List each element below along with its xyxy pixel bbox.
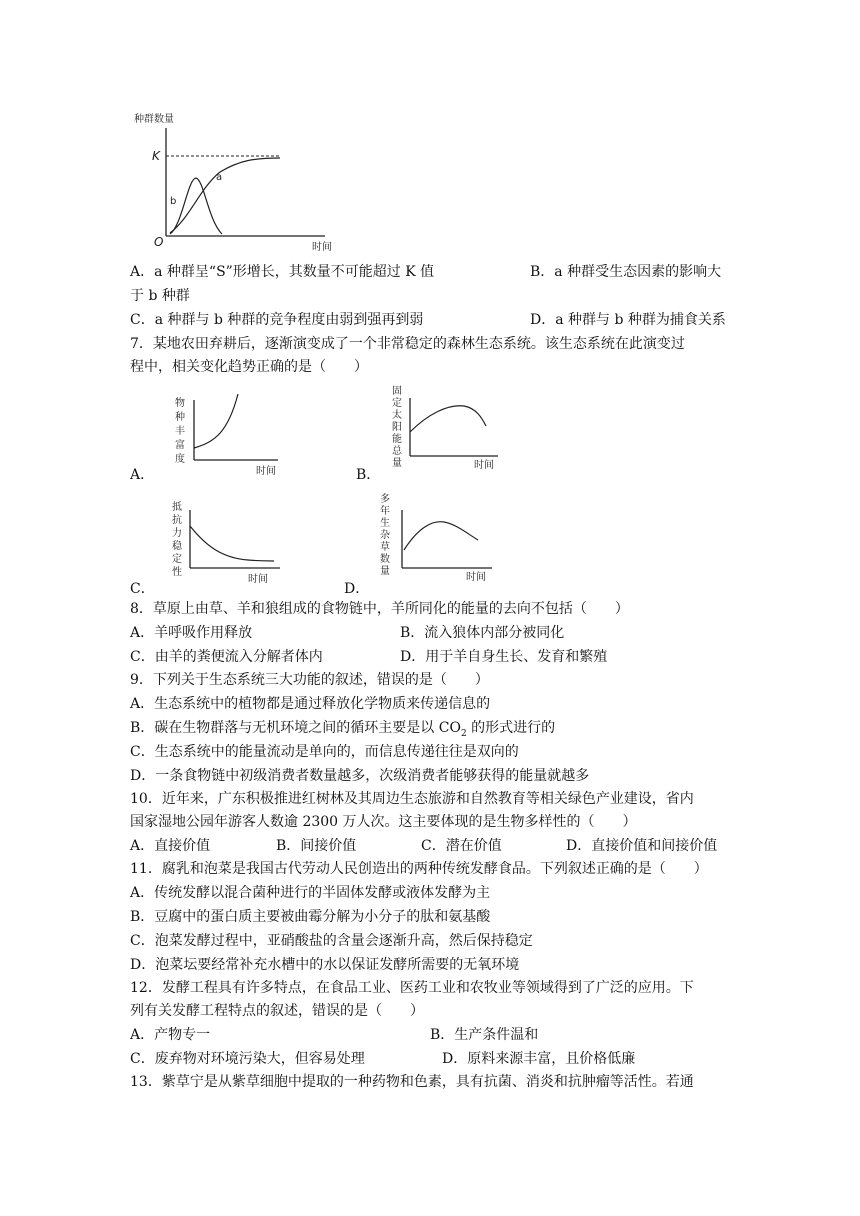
- fig6-curve-a-label: a: [216, 172, 223, 183]
- q7b-y-label-5: 能: [392, 434, 402, 445]
- q6-option-b-line1: B．a 种群受生态因素的影响大: [530, 264, 722, 280]
- q7d-y-label-2: 年: [380, 506, 390, 517]
- q6-option-a: A．a 种群呈“S”形增长，其数量不可能超过 K 值: [130, 264, 435, 280]
- population-growth-figure: [130, 108, 350, 258]
- q7a-y-label-1: 物: [175, 398, 185, 409]
- q7c-y-label-6: 性: [172, 567, 182, 578]
- q7b-curve: [410, 406, 486, 432]
- q9-option-a: A．生态系统中的植物都是通过释放化学物质来传递信息的: [130, 696, 491, 712]
- q11-option-d: D．泡菜坛要经常补充水槽中的水以保证发酵所需要的无氧环境: [130, 957, 520, 973]
- q7c-y-label-4: 稳: [172, 541, 182, 552]
- q6-option-b-line2: 于 b 种群: [130, 288, 190, 304]
- q8-option-a: A．羊呼吸作用释放: [130, 625, 253, 641]
- q7d-curve: [404, 522, 478, 550]
- q11-option-a: A．传统发酵以混合菌种进行的半固体发酵或液体发酵为主: [130, 885, 491, 901]
- q8-option-c: C．由羊的粪便流入分解者体内: [130, 649, 323, 665]
- q12-stem-line1: 12．发酵工程具有许多特点，在食品工业、医药工业和农牧业等领域得到了广泛的应用。下: [130, 980, 694, 996]
- q7d-x-label: 时间: [466, 572, 486, 583]
- q7b-y-label-7: 量: [392, 458, 402, 469]
- q9-option-b: [130, 718, 555, 744]
- q7a-curve: [194, 394, 238, 448]
- q7b-y-label-2: 定: [392, 398, 402, 409]
- q9-stem: 9．下列关于生态系统三大功能的叙述，错误的是（ ）: [130, 672, 489, 688]
- q12-option-d: D．原料来源丰富，且价格低廉: [442, 1051, 636, 1067]
- q9-option-b-text-end: 的形式进行的: [466, 720, 556, 736]
- q9-option-b-text: B．碳在生物群落与无机环境之间的循环主要是以 CO: [130, 720, 461, 736]
- q7-graph-c: [166, 496, 290, 592]
- q6-option-c: C．a 种群与 b 种群的竞争程度由弱到强再到弱: [130, 312, 424, 328]
- q7-graph-d: [374, 488, 506, 592]
- q12-stem-line2: 列有关发酵工程特点的叙述，错误的是（ ）: [130, 1003, 424, 1019]
- fig6-k-label: K: [152, 149, 160, 163]
- q7b-y-label-6: 总: [392, 446, 402, 457]
- q7-stem-line2: 程中，相关变化趋势正确的是（ ）: [130, 359, 368, 375]
- q9-option-c: C．生态系统中的能量流动是单向的，而信息传递往往是双向的: [130, 744, 519, 760]
- q7c-y-label-3: 力: [172, 528, 182, 539]
- fig6-x-label: 时间: [312, 242, 332, 253]
- q7d-y-label-5: 草: [380, 542, 390, 553]
- fig6-origin: O: [154, 235, 164, 249]
- q10-stem-line2: 国家湿地公园年游客人数逾 2300 万人次。这主要体现的是生物多样性的（ ）: [130, 814, 637, 830]
- q7-stem-line1: 7．某地农田弃耕后，逐渐演变成了一个非常稳定的森林生态系统。该生态系统在此演变过: [130, 336, 685, 352]
- fig6-curve-b-label: b: [170, 196, 177, 207]
- q12-option-a: A．产物专一: [130, 1027, 211, 1043]
- q10-option-a: A．直接价值: [130, 838, 211, 854]
- q10-option-b: B．间接价值: [276, 838, 357, 854]
- q11-option-b: B．豆腐中的蛋白质主要被曲霉分解为小分子的肽和氨基酸: [130, 909, 491, 925]
- q13-stem-line1: 13．紫草宁是从紫草细胞中提取的一种药物和色素，具有抗菌、消炎和抗肿瘤等活性。若通: [130, 1074, 694, 1090]
- q7-option-a: A．: [130, 467, 155, 483]
- q10-stem-line1: 10．近年来，广东积极推进红树林及其周边生态旅游和自然教育等相关绿色产业建设，省内: [130, 791, 694, 807]
- q7c-curve: [190, 526, 274, 561]
- q7d-y-label-7: 量: [380, 566, 390, 577]
- q8-stem: 8．草原上由草、羊和狼组成的食物链中，羊所同化的能量的去向不包括（ ）: [130, 601, 629, 617]
- q12-option-b: B．生产条件温和: [430, 1027, 539, 1043]
- q7b-y-label-4: 阳: [392, 422, 402, 433]
- q6-option-d: D．a 种群与 b 种群为捕食关系: [530, 312, 726, 328]
- q11-option-c: C．泡菜发酵过程中，亚硝酸盐的含量会逐渐升高，然后保持稳定: [130, 933, 533, 949]
- q7-graph-b: [386, 378, 526, 482]
- q7a-y-label-2: 种: [175, 412, 185, 423]
- q7-option-d: D．: [344, 581, 370, 597]
- q9-option-b-subscript: 2: [460, 728, 467, 739]
- q10-option-d: D．直接价值和间接价值: [566, 838, 718, 854]
- q7b-y-label-1: 固: [392, 386, 402, 397]
- q10-option-c: C．潜在价值: [421, 838, 502, 854]
- q7b-y-label-3: 太: [392, 410, 402, 421]
- q7d-y-label-6: 数: [380, 554, 390, 565]
- q7c-y-label-1: 抵: [172, 502, 182, 513]
- q7c-x-label: 时间: [248, 574, 268, 585]
- q8-option-d: D．用于羊自身生长、发育和繁殖: [400, 649, 608, 665]
- q7b-x-label: 时间: [474, 460, 494, 471]
- q7d-y-label-1: 多: [380, 494, 390, 505]
- q9-option-d: D．一条食物链中初级消费者数量越多，次级消费者能够获得的能量就越多: [130, 768, 590, 784]
- q7a-y-label-4: 富: [175, 440, 185, 451]
- q7-graph-a: [170, 390, 290, 478]
- q7a-y-label-3: 丰: [175, 426, 185, 437]
- fig6-y-label: 种群数量: [134, 114, 174, 125]
- q7a-y-label-5: 度: [175, 454, 185, 465]
- q7c-y-label-5: 定: [172, 554, 182, 565]
- q7-option-c: C．: [130, 581, 155, 597]
- q7-option-b: B．: [356, 467, 381, 483]
- q7d-y-label-3: 生: [380, 518, 390, 529]
- q7d-y-label-4: 杂: [380, 530, 390, 541]
- q12-option-c: C．废弃物对环境污染大，但容易处理: [130, 1051, 365, 1067]
- q11-stem: 11．腐乳和泡菜是我国古代劳动人民创造出的两种传统发酵食品。下列叙述正确的是（ ）: [130, 861, 708, 877]
- q7a-x-label: 时间: [256, 466, 276, 477]
- q7c-y-label-2: 抗: [172, 515, 182, 526]
- q8-option-b: B．流入狼体内部分被同化: [400, 625, 565, 641]
